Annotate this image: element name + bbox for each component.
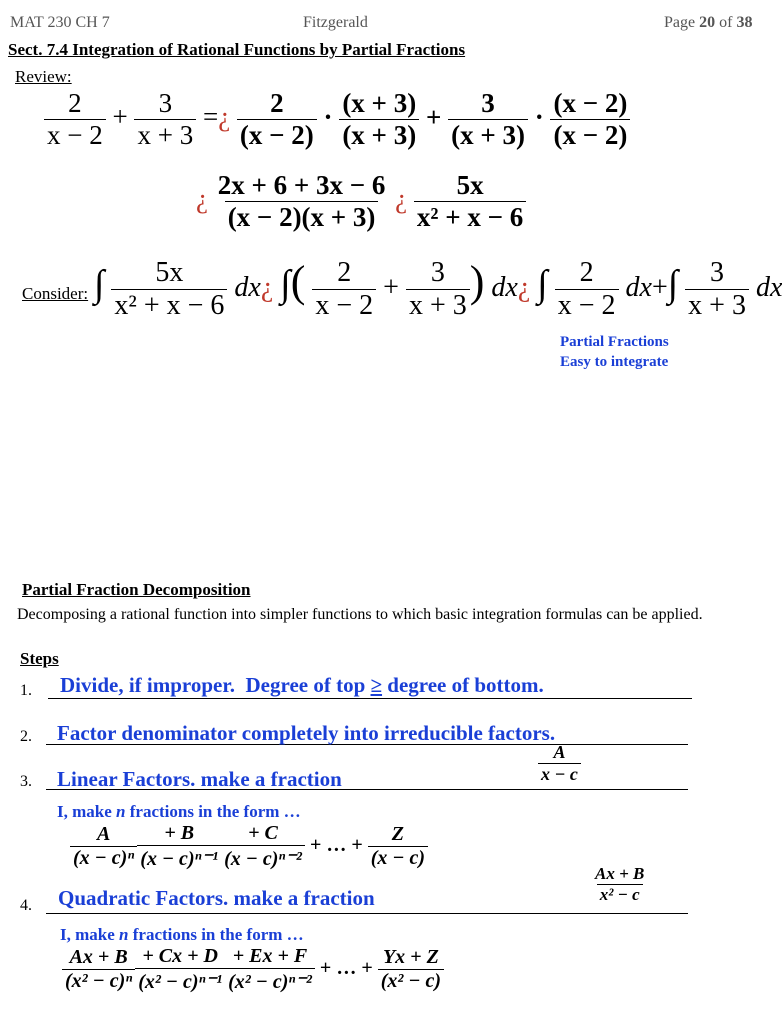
step-4-series: $\frac{Ax + B}{\text{(x² − c)ⁿ}}$ $\frac{+ Cx + D}{\text{(x² − c)ⁿ⁻¹}}$ $\frac{+ Ex + F}{\text{(x² − c)ⁿ⁻²}}$ + … + $\frac{Yx + Z}{\text{(x² − c)}}$ <box>62 945 444 994</box>
fraction: $\frac{2}{x - 2}$ <box>312 257 376 322</box>
step-2-number: 2. <box>20 728 32 745</box>
review-label: Review: <box>15 67 72 86</box>
fraction: $\frac{(x - 2)}{(x - 2)}$ <box>550 88 630 151</box>
consider-label: Consider: <box>22 284 89 303</box>
fraction: $\frac{Yx + Z}{\text{(x² − c)}}$ <box>378 946 444 993</box>
step-4-subtext: I, make n fractions in the form … <box>60 925 304 944</box>
step-2-text: Factor denominator completely into irreducible factors. <box>57 721 556 745</box>
fraction: $\frac{Z}{(x - c)}$ <box>368 823 428 870</box>
step-3-number: 3. <box>20 773 32 790</box>
section-title: Sect. 7.4 Integration of Rational Functions by Partial Fractions <box>8 40 466 59</box>
fraction: $\frac{2}{x - 2}$ <box>555 257 619 322</box>
annotation-easy-to-integrate: Easy to integrate <box>560 354 669 370</box>
author-name: Fitzgerald <box>303 14 368 31</box>
step-4-text: Quadratic Factors. make a fraction <box>58 886 375 910</box>
course-code: MAT 230 CH 7 <box>10 14 110 31</box>
step-1-text: Divide, if improper. Degree of top ≥ degree of bottom. <box>60 673 544 697</box>
step-1-number: 1. <box>20 682 32 699</box>
step-3-text: Linear Factors. make a fraction <box>57 767 342 791</box>
step-4-underline <box>46 913 688 914</box>
step-4-fraction: $\frac{Ax + B}{\text{x² − c}}$ <box>595 864 645 904</box>
fraction: $\frac{+ Cx + D}{\text{(x² − c)ⁿ⁻¹}}$ <box>135 945 225 994</box>
step-3-series: $\frac{A}{\text{(x − c)ⁿ}}$ $\frac{+ B}{\text{(x − c)ⁿ⁻¹}}$ $\frac{+ C}{\text{(x − c)ⁿ⁻²}}$ + … + $\frac{Z}{(x - c)}$ <box>70 822 428 871</box>
page-of: of <box>719 14 733 31</box>
annotation-partial-fractions: Partial Fractions <box>560 334 669 350</box>
fraction: $\frac{Ax + B}{\text{(x² − c)ⁿ}}$ <box>62 946 135 993</box>
fraction: $\frac{5x}{\text{x² + x − 6}}$ <box>414 170 526 233</box>
page-indicator <box>664 14 752 32</box>
steps-label: Steps <box>20 649 59 668</box>
fraction: $\frac{3}{x + 3}$ <box>685 257 749 322</box>
fraction: $\frac{3}{(x + 3)}$ <box>448 88 528 151</box>
page-total: 38 <box>736 14 753 31</box>
fraction: $\frac{3}{x + 3}$ <box>134 88 196 151</box>
review-equation-line2: ¿ $\frac{2x + 6 + 3x - 6}{(x - 2)(x + 3)}$ ¿ $\frac{5x}{\text{x² + x − 6}}$ <box>196 170 526 233</box>
fraction: $\frac{5x}{\text{x² + x − 6}}$ <box>111 257 227 322</box>
page-current: 20 <box>699 14 716 31</box>
fraction: $\frac{+ C}{\text{(x − c)ⁿ⁻²}}$ <box>221 822 305 871</box>
review-equation-line1: $\frac{2}{x - 2}$ + $\frac{3}{x + 3}$ =¿ $\frac{2}{(x - 2)}$ · $\frac{(x + 3)}{(x + 3)}$ + $\frac{3}{(x + 3)}$ · $\frac{(x - 2)}{(x - 2)}$ <box>44 88 630 151</box>
fraction: $\frac{+ B}{\text{(x − c)ⁿ⁻¹}}$ <box>137 822 221 871</box>
fraction: $\frac{3}{x + 3}$ <box>406 257 470 322</box>
fraction: $\frac{2x + 6 + 3x - 6}{(x - 2)(x + 3)}$ <box>217 170 386 232</box>
fraction: $\frac{(x + 3)}{(x + 3)}$ <box>339 88 419 151</box>
fraction: $\frac{2}{(x - 2)}$ <box>237 88 317 151</box>
step-3-fraction: $\frac{A}{x - c}$ <box>538 742 581 785</box>
step-3-subtext: I, make n fractions in the form … <box>57 802 301 821</box>
fraction: $\frac{+ Ex + F}{\text{(x² − c)ⁿ⁻²}}$ <box>225 945 315 994</box>
pfd-heading: Partial Fraction Decomposition <box>22 580 251 599</box>
step-1-underline <box>48 698 692 699</box>
page-prefix: Page <box>664 14 696 31</box>
fraction: $\frac{A}{\text{(x − c)ⁿ}}$ <box>70 823 137 870</box>
consider-equation: ∫ $\frac{5x}{\text{x² + x − 6}}$ dx¿ ∫( $\frac{2}{x - 2}$ + $\frac{3}{x + 3}$ ) dx¿ ∫ $\frac{2}{x - 2}$ dx+∫ $\frac{3}{x + 3}$ dx <box>94 257 782 322</box>
pfd-description: Decomposing a rational function into simpler functions to which basic integration formulas can be applied. <box>17 606 703 623</box>
fraction: $\frac{2}{x - 2}$ <box>44 88 106 151</box>
step-4-number: 4. <box>20 897 32 914</box>
